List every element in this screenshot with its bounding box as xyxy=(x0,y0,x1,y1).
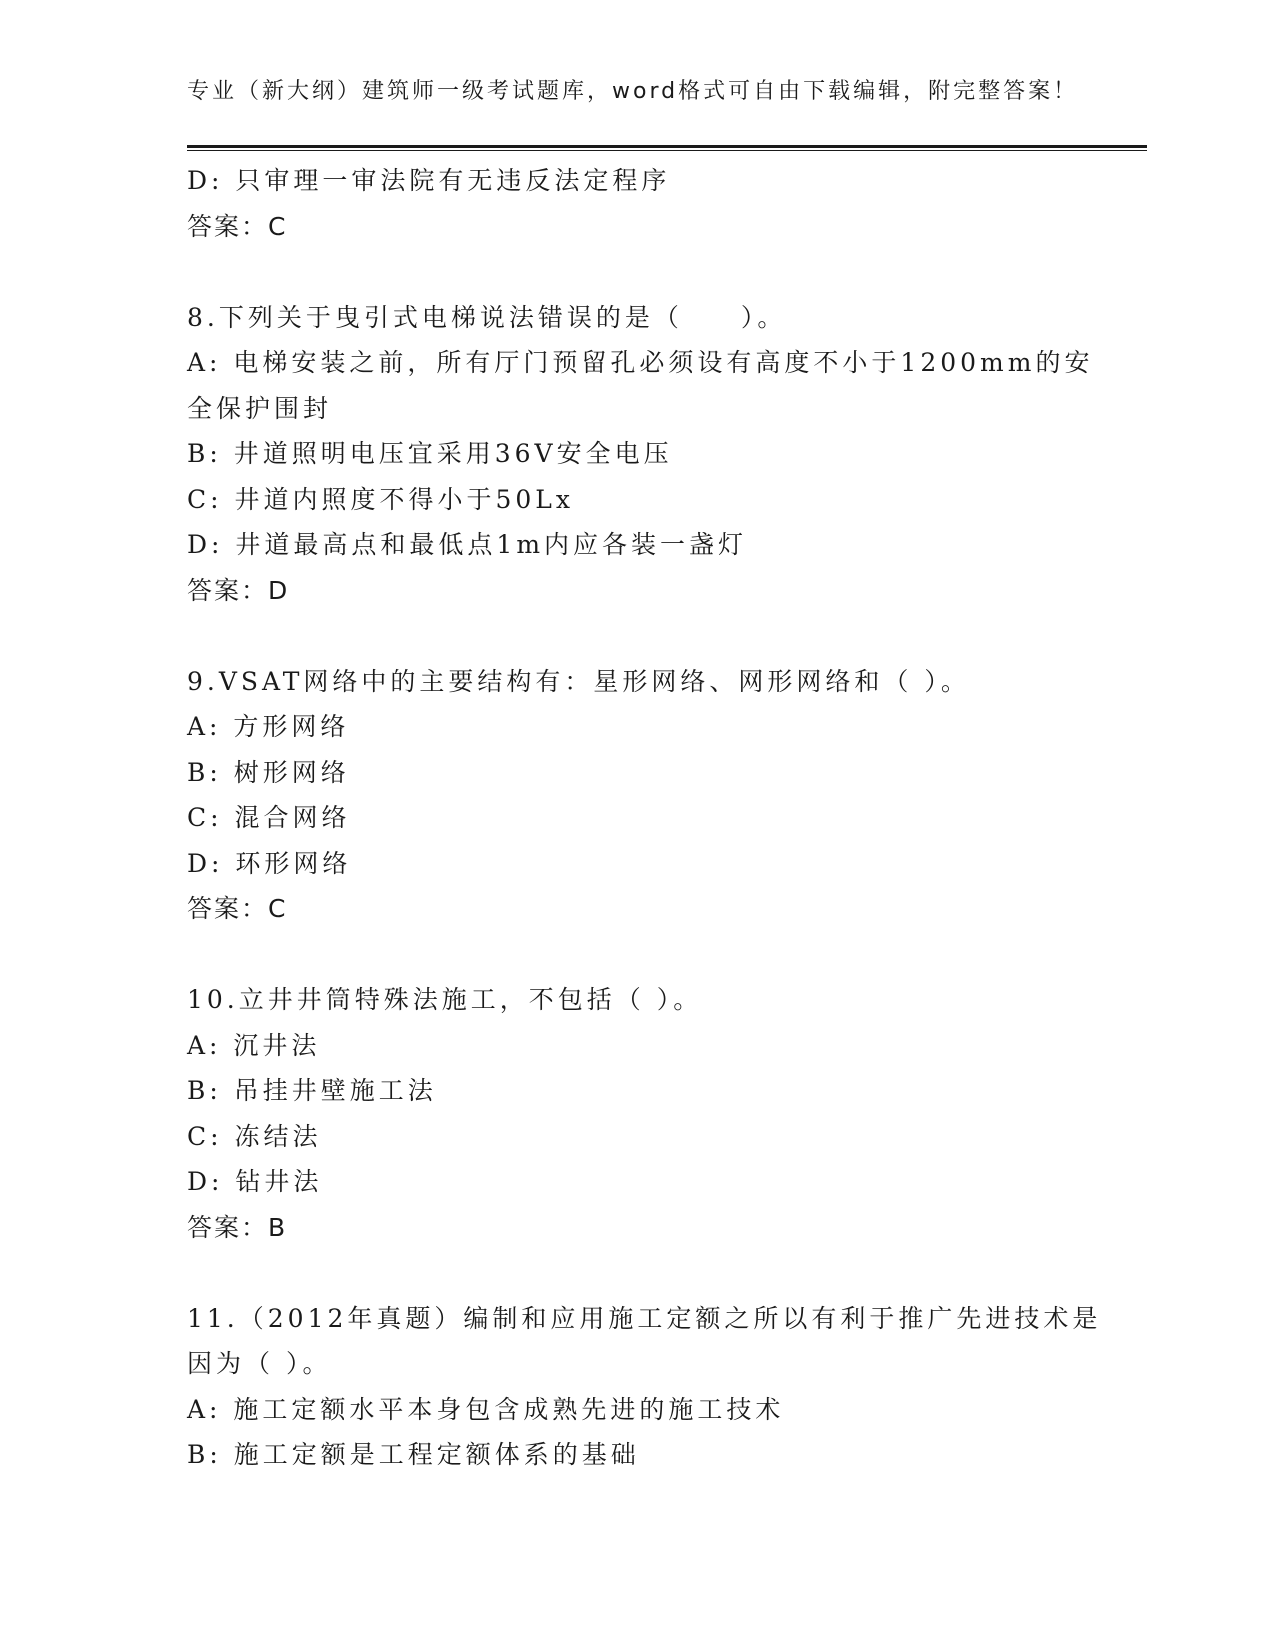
option-line: D: 环形网络 xyxy=(187,848,352,878)
option-d: D: 只审理一审法院有无违反法定程序 xyxy=(187,166,671,195)
question-stem: 10.立井井筒特殊法施工，不包括（ ）。 xyxy=(187,985,703,1014)
option-line: C: 混合网络 xyxy=(187,803,351,832)
option-line: A: 沉井法 xyxy=(187,1030,321,1060)
option-line: B: 树形网络 xyxy=(187,757,350,787)
option-line: B: 施工定额是工程定额体系的基础 xyxy=(187,1440,640,1469)
answer-line: 答案：D xyxy=(187,575,290,605)
question-block xyxy=(187,295,1094,659)
question-content xyxy=(187,158,1102,1478)
option-line: D: 井道最高点和最低点1m内应各装一盏灯 xyxy=(187,530,748,559)
question-list xyxy=(187,295,1102,1478)
page-header: 专业（新大纲）建筑师一级考试题库，word格式可自由下载编辑，附完整答案！ xyxy=(187,79,1079,104)
spacer xyxy=(187,249,1067,295)
answer-line: 答案：C xyxy=(187,894,288,923)
question-stem: 因为（ ）。 xyxy=(187,1349,332,1378)
spacer xyxy=(187,613,1067,659)
question-block xyxy=(187,659,1067,978)
option-line: C: 冻结法 xyxy=(187,1121,322,1151)
option-line: A: 电梯安装之前，所有厅门预留孔必须设有高度不小于1200mm的安 xyxy=(187,348,1094,377)
answer-line: 答案：B xyxy=(187,1212,288,1242)
option-line: B: 吊挂井壁施工法 xyxy=(187,1076,437,1105)
option-line: A: 施工定额水平本身包含成熟先进的施工技术 xyxy=(187,1394,785,1424)
option-line: D: 钻井法 xyxy=(187,1167,323,1196)
question-block xyxy=(187,977,1067,1296)
spacer xyxy=(187,932,1067,978)
question-block xyxy=(187,1296,1102,1478)
question-stem: 8.下列关于曳引式电梯说法错误的是（ ）。 xyxy=(187,302,787,332)
option-line: B: 井道照明电压宜采用36V安全电压 xyxy=(187,439,673,468)
option-line: A: 方形网络 xyxy=(187,712,350,741)
option-line: C: 井道内照度不得小于50Lx xyxy=(187,484,575,514)
answer-line: 答案：C xyxy=(187,211,288,241)
header-rule-thin xyxy=(187,150,1147,151)
option-line: 全保护围封 xyxy=(187,393,333,423)
spacer xyxy=(187,1250,1067,1296)
header-rule-thick xyxy=(187,145,1147,148)
question-stem: 9.VSAT网络中的主要结构有：星形网络、网形网络和（ ）。 xyxy=(187,666,970,696)
question-stem: 11.（2012年真题）编制和应用施工定额之所以有利于推广先进技术是 xyxy=(187,1303,1102,1333)
